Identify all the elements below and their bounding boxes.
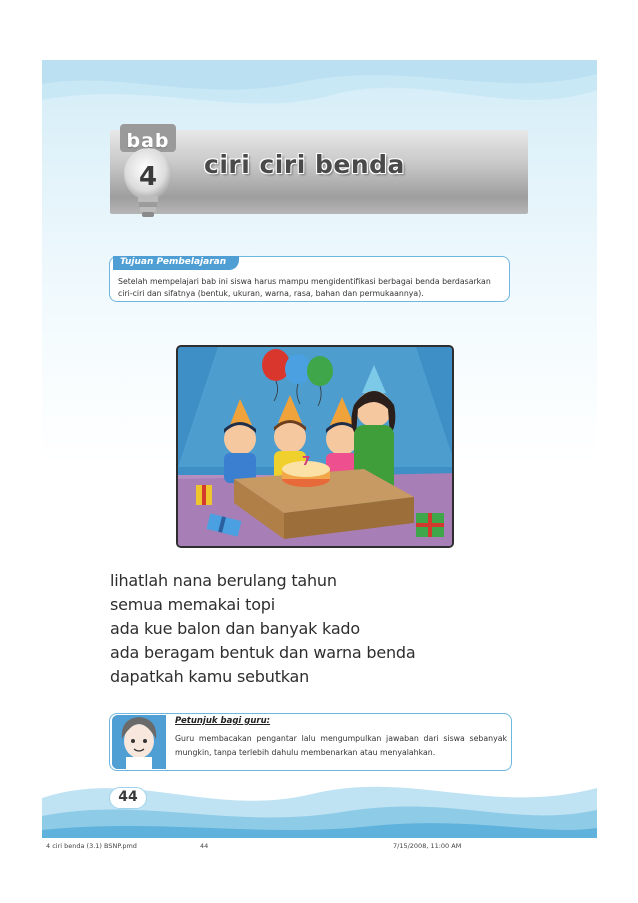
poem-line: semua memakai topi [110,595,276,614]
footer-page: 44 [200,842,209,850]
birthday-party-illustration [176,345,454,548]
blue-balloon [285,354,311,384]
page-number: 44 [118,789,138,805]
teacher-avatar-icon [112,715,166,769]
party-scene-image [178,347,454,548]
poem-line: dapatkah kamu sebutkan [110,667,310,686]
chapter-number: 4 [138,162,158,192]
cake-candle-number: 7 [302,454,311,468]
learning-objective-title: Tujuan Pembelajaran [120,257,227,267]
poem-line: lihatlah nana berulang tahun [110,571,337,590]
teacher-note-text: Guru membacakan pengantar lalu mengumpulkan jawaban dari siswa sebanyak mungkin, tanpa terlebih dahulu membenarkan atau menyalahkan. [175,734,507,757]
footer-filename: 4 ciri benda (3.1) BSNP.pmd [46,842,137,850]
chapter-title: ciri ciri benda [204,150,405,179]
footer-timestamp: 7/15/2008, 11:00 AM [393,842,462,850]
teacher-portrait [112,715,166,769]
chapter-label: bab [126,130,170,152]
poem-line: ada beragam bentuk dan warna benda [110,643,416,662]
learning-objective-text: Setelah mempelajari bab ini siswa harus mampu mengidentifikasi berbagai benda berdasarkan ciri-ciri dan sifatnya (bentuk, ukuran, warna, rasa, bahan dan permukaannya). [118,277,491,298]
poem [110,569,530,689]
teacher-note-title: Petunjuk bagi guru: [175,716,271,726]
poem-line: ada kue balon dan banyak kado [110,619,360,638]
green-balloon [307,356,333,386]
